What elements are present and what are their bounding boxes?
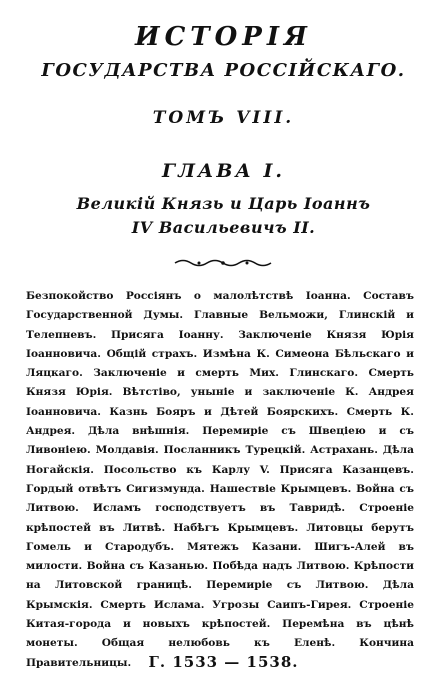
chapter-title-line1: Великій Князь и Царь Іоаннъ bbox=[76, 194, 371, 213]
ornament-divider-icon bbox=[173, 258, 273, 268]
chapter-years: Г. 1533 — 1538. bbox=[148, 653, 299, 671]
book-title: ИСТОРІЯ bbox=[135, 22, 312, 52]
book-subtitle: ГОСУДАРСТВА РОССІЙСКАГО. bbox=[41, 60, 406, 81]
chapter-summary: Безпокойство Россіянъ о малолѣтствѣ Іоанна. Составъ Государственной Думы. Главные Вельможи, Глинскій и Телепневъ. Присяга Іоанну. Заключеніе Князя Юрія Іоанновича. Общій страхъ. Измѣна К. Симеона Бѣльскаго и Ляцкаго. Заключеніе и смерть Мих. Глинскаго. Смерть Князя Юрія. Вѣтстіво, уныніе и заключеніе К. Андрея Іоанновича. Казнь Бояръ и Дѣтей Боярскихъ. Смерть К. Андрея. Дѣла внѣшнія. Перемиріе съ Швеціею и съ Ливоніею. Молдавія. Посланникъ Турецкій. Астрахань. Дѣла Ногайскія. Посольство къ Карлу V. Присяга Казанцевъ. Гордый отвѣтъ Сигизмунда. Нашествіе Крымцевъ. Война съ Литвою. Исламъ господствуетъ въ Тавридѣ. Строеніе крѣпостей въ Литвѣ. Набѣгъ Крымцевъ. Литовцы берутъ Гомель и Стародубъ. Мятежъ Казани. Шигъ-Алей въ милости. Война съ Казанью. Побѣда надъ Литвою. Крѣпости на Литовской границѣ. Перемиріе съ Литвою. Дѣла Крымскія. Смерть Ислама. Угрозы Саипъ-Гирея. Строеніе Китая-города и новыхъ крѣпостей. Перемѣна въ цѣнѣ монеты. Общая нелюбовь къ Еленѣ. Кончина Правительницы. bbox=[26, 290, 414, 669]
volume-label: ТОМЪ VIII. bbox=[152, 108, 295, 128]
chapter-label: ГЛАВА I. bbox=[161, 160, 286, 182]
chapter-title-line2: IV Васильевичъ II. bbox=[131, 218, 316, 237]
